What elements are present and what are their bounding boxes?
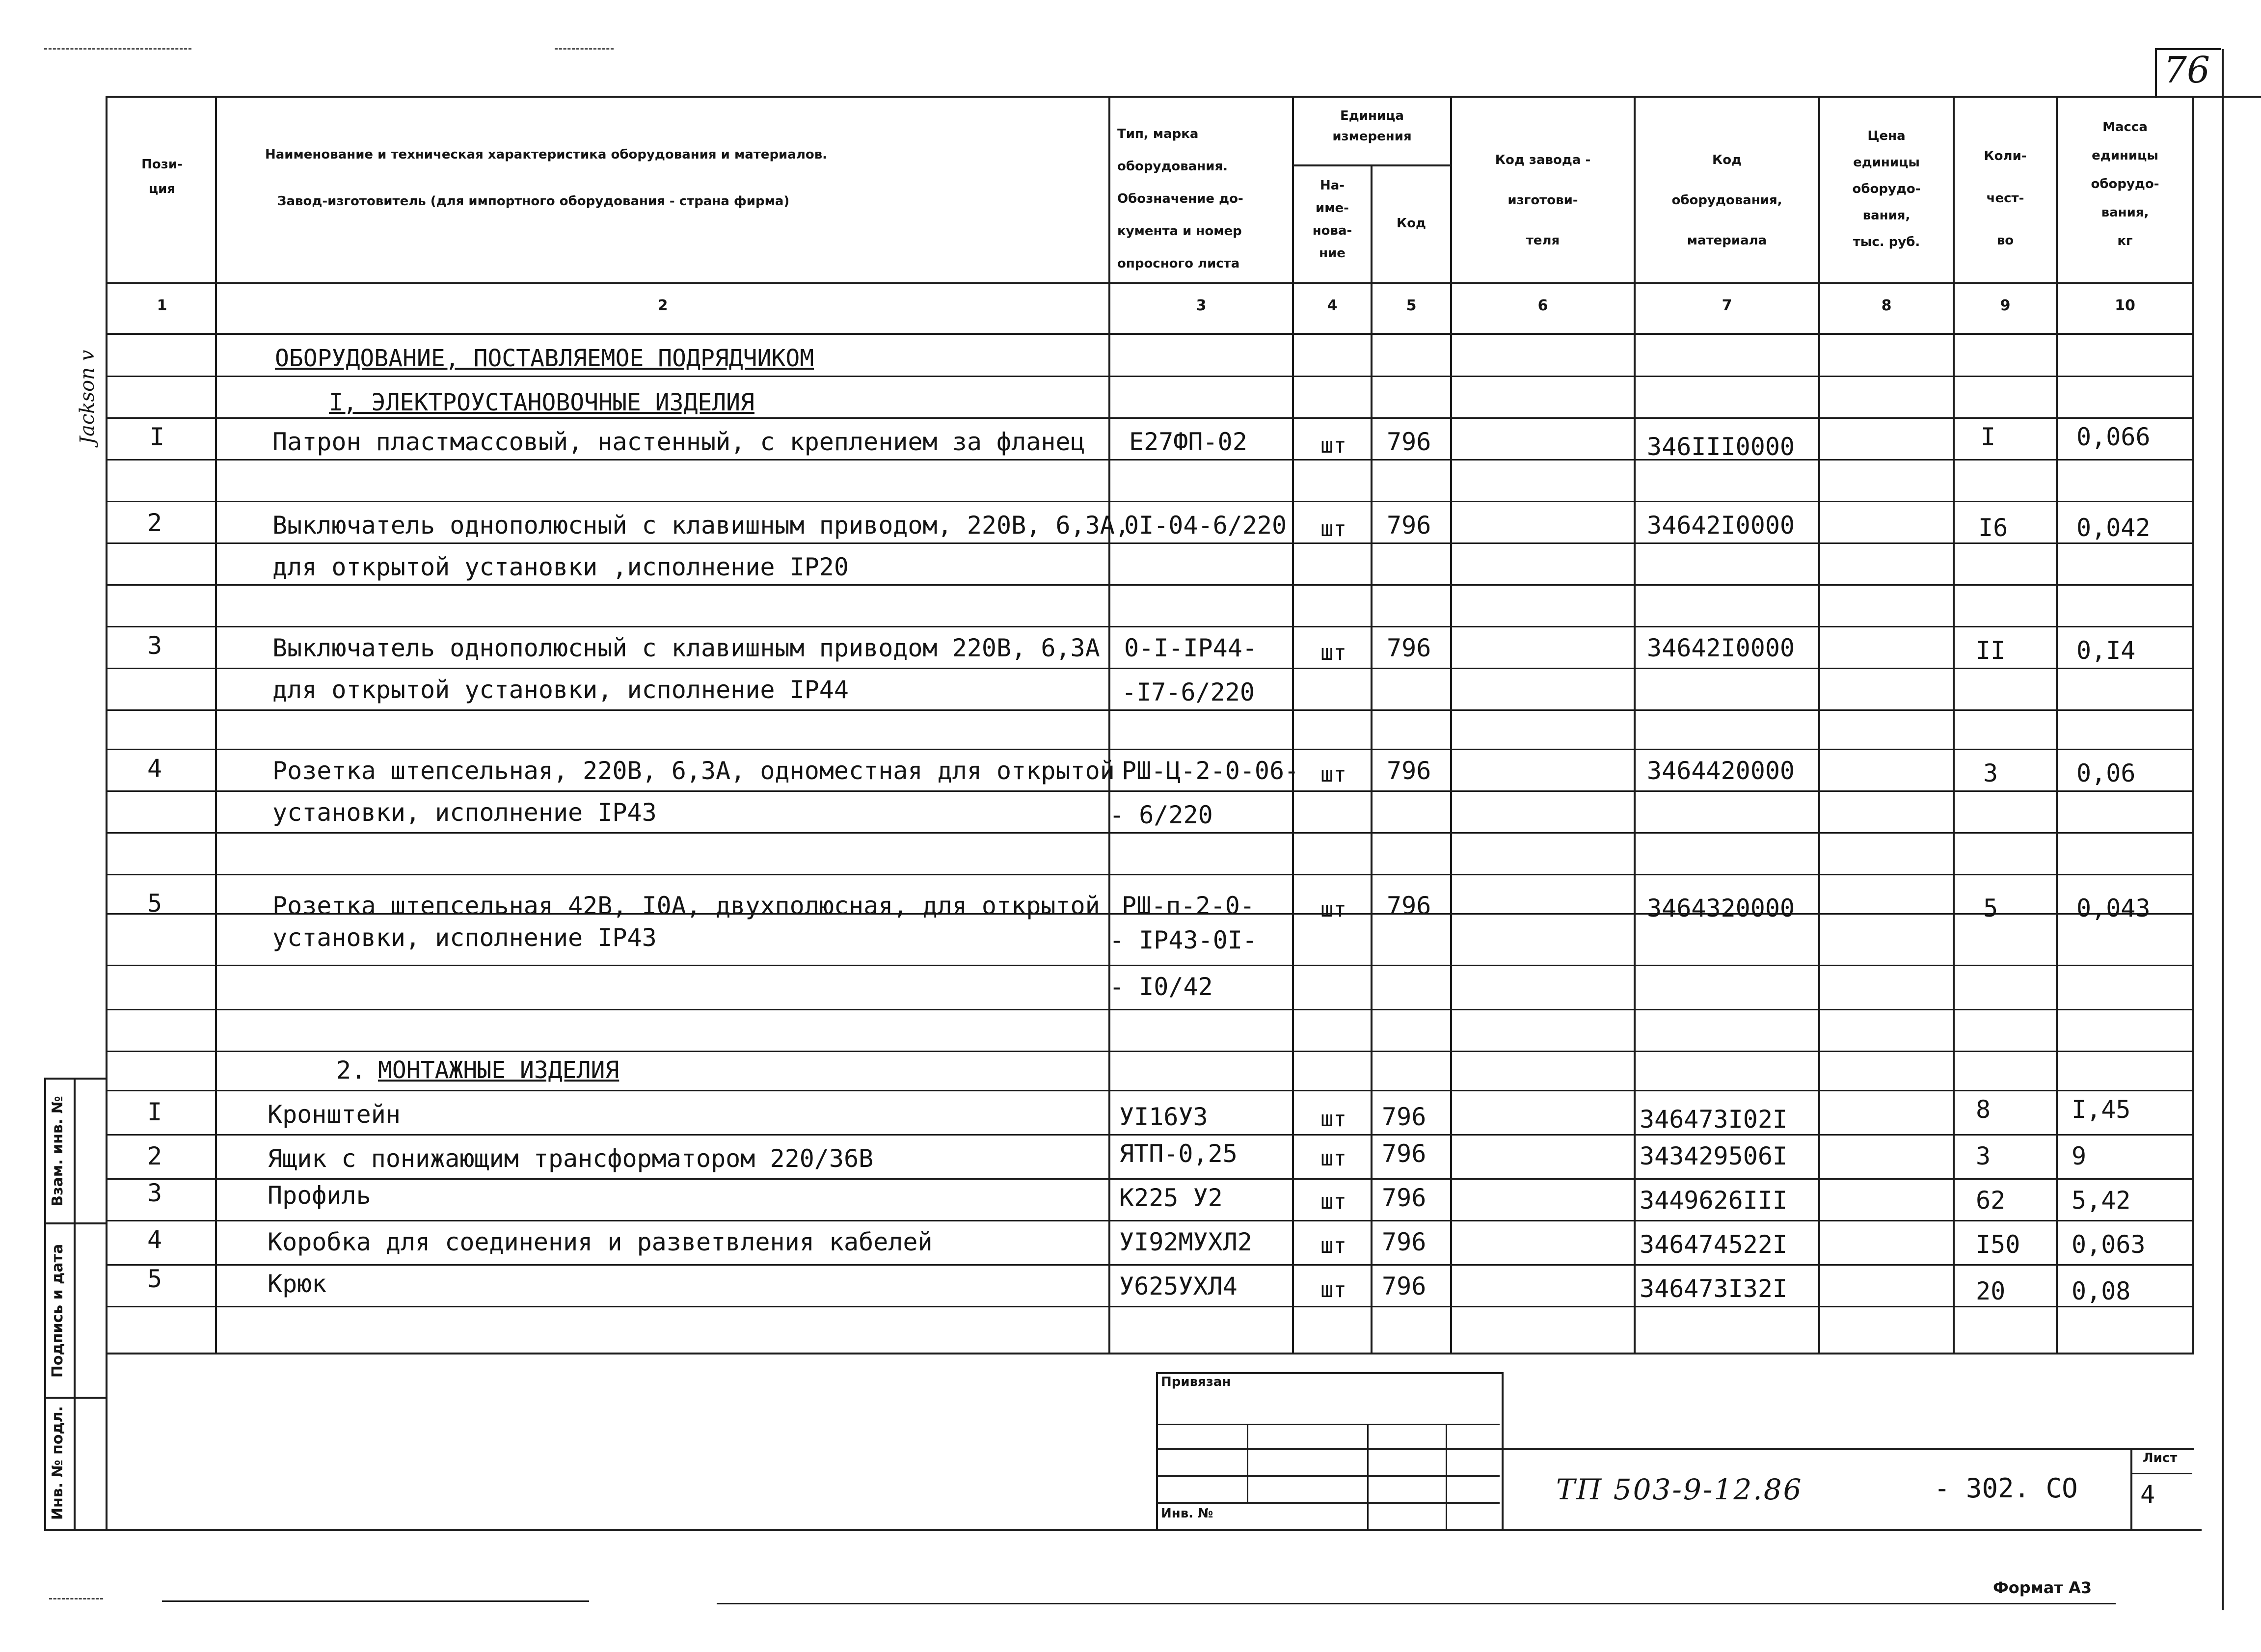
col-number: 8: [1881, 297, 1892, 314]
col-number: 7: [1722, 297, 1732, 314]
col-number: 6: [1537, 297, 1548, 314]
header-subline: [1292, 164, 1450, 166]
row1-code: 346III0000: [1647, 433, 1795, 461]
row3-type-line2: -I7-6/220: [1122, 678, 1255, 706]
top-scan-mark: [44, 48, 191, 50]
row3-mass: 0,I4: [2076, 636, 2136, 665]
row4-name-line2: установки, исполнение IP43: [272, 798, 657, 827]
swap-inv-label: Взам. инв. №: [49, 1096, 66, 1207]
doc-suffix: - 302. СО: [1934, 1473, 2078, 1504]
row1-unit: шт: [1320, 433, 1346, 458]
mount-row5-mass: 0,08: [2072, 1277, 2131, 1305]
left-strip-line: [44, 1078, 106, 1080]
mount-row2-type: ЯТП-0,25: [1119, 1139, 1238, 1168]
mount-row3-unit: шт: [1320, 1189, 1346, 1214]
row1-name: Патрон пластмассовый, настенный, с креплением за фланец: [272, 428, 1085, 456]
col-line: [1634, 96, 1636, 1353]
bottom-scan-mark: [49, 1598, 103, 1599]
mount-row4-code: 346474522I: [1640, 1230, 1788, 1259]
mount-row1-qty: 8: [1976, 1095, 1991, 1124]
sheet-value: 4: [2140, 1480, 2155, 1509]
mount-row3-code: 3449626III: [1640, 1186, 1788, 1215]
col-line: [2192, 96, 2194, 1353]
title-block-top: [1500, 1448, 2194, 1450]
stamp-line: [1156, 1424, 1500, 1425]
row3-unit: шт: [1320, 640, 1346, 665]
header-qty: Коли- чест- во: [1984, 149, 2027, 248]
left-strip-line: [44, 1222, 106, 1224]
row-line: [106, 542, 2194, 544]
mount-row2-code: 343429506I: [1640, 1142, 1788, 1170]
frame-top: [106, 96, 2261, 98]
mount-row1-name: Кронштейн: [268, 1100, 401, 1129]
row-line: [106, 709, 2194, 711]
col-number: 9: [2000, 297, 2011, 314]
row1-qty: I: [1981, 423, 1996, 451]
mount-row2-unit-code: 796: [1382, 1139, 1427, 1168]
header-pos: Пози- ция: [141, 157, 183, 196]
row3-unit-code: 796: [1387, 634, 1431, 662]
stamp-col: [1367, 1424, 1369, 1529]
row5-name-line1: Розетка штепсельная 42В, I0А, двухполюсная, для открытой: [272, 892, 1100, 920]
row-line: [106, 874, 2194, 875]
frame-right: [2222, 49, 2224, 1610]
mount-row1-unit-code: 796: [1382, 1103, 1427, 1131]
mount-row3-unit-code: 796: [1382, 1184, 1427, 1212]
row-line: [106, 1009, 2194, 1010]
col-line: [215, 96, 217, 1353]
row2-mass: 0,042: [2076, 514, 2151, 542]
col-line: [2056, 96, 2058, 1353]
mount-row1-mass: I,45: [2072, 1095, 2131, 1124]
row3-qty: II: [1976, 636, 2006, 665]
row2-type: 0I-04-6/220: [1124, 511, 1287, 540]
row5-type-line3: - I0/42: [1109, 973, 1213, 1001]
row1-unit-code: 796: [1387, 428, 1431, 456]
row1-mass: 0,066: [2076, 423, 2151, 451]
col-line: [1371, 164, 1373, 1353]
inv-orig-label: Инв. № подл.: [49, 1406, 66, 1520]
stamp-line: [1156, 1502, 1500, 1504]
row5-type-line1: РШ-п-2-0-: [1122, 892, 1255, 920]
header-name-line1: Наименование и техническая характеристика оборудования и материалов.: [265, 147, 828, 162]
section-title: ОБОРУДОВАНИЕ, ПОСТАВЛЯЕМОЕ ПОДРЯДЧИКОМ: [275, 345, 814, 372]
row-line: [106, 790, 2194, 792]
mount-row2-qty: 3: [1976, 1142, 1991, 1170]
row3-type-line1: 0-I-IP44-: [1124, 634, 1257, 662]
left-strip-divider: [74, 1078, 76, 1529]
row4-name-line1: Розетка штепсельная, 220В, 6,3А, одноместная для открытой: [272, 757, 1115, 785]
sheet-label: Лист: [2143, 1451, 2178, 1465]
mount-row4-pos: 4: [147, 1225, 162, 1254]
col-number: 2: [657, 297, 668, 314]
bottom-scan-mark: [162, 1600, 589, 1602]
header-bottom-line: [106, 282, 2194, 284]
mount-row2-pos: 2: [147, 1142, 162, 1170]
mount-row5-qty: 20: [1976, 1277, 2006, 1305]
header-mass: Масса единицы оборудо- вания, кг: [2091, 120, 2159, 248]
format-label: Формат А3: [1993, 1578, 2092, 1597]
stamp-col: [1247, 1424, 1248, 1502]
row4-type-line1: РШ-Ц-2-0-06-: [1122, 757, 1299, 785]
row-line: [106, 417, 2194, 419]
row3-name-line1: Выключатель однополюсный с клавишным приводом 220В, 6,3А: [272, 634, 1100, 662]
header-type: Тип, марка оборудования. Обозначение до- кумента и номер опросного листа: [1117, 127, 1243, 271]
col-numbers-bottom-line: [106, 333, 2194, 335]
mount-row3-qty: 62: [1976, 1186, 2006, 1215]
row-line: [106, 501, 2194, 502]
header-unit-code: Код: [1396, 216, 1427, 231]
row5-name-line2: установки, исполнение IP43: [272, 923, 657, 952]
section1-title: I, ЭЛЕКТРОУСТАНОВОЧНЫЕ ИЗДЕЛИЯ: [329, 389, 754, 416]
mount-row5-unit-code: 796: [1382, 1272, 1427, 1300]
left-strip-line: [44, 1397, 106, 1399]
bottom-scan-mark: [717, 1603, 2116, 1604]
section2-num: 2.: [336, 1056, 366, 1084]
sheet-box-line: [2130, 1473, 2192, 1474]
mount-row5-pos: 5: [147, 1265, 162, 1293]
col-line: [1292, 96, 1294, 1353]
row4-unit: шт: [1320, 762, 1346, 787]
doc-code: ТП 503-9-12.86: [1556, 1473, 1803, 1506]
row2-name-line2: для открытой установки ,исполнение IP20: [272, 553, 849, 581]
mount-row2-mass: 9: [2072, 1142, 2087, 1170]
col-line: [1953, 96, 1955, 1353]
row3-pos: 3: [147, 631, 162, 660]
mount-row4-unit-code: 796: [1382, 1228, 1427, 1256]
row2-qty: I6: [1978, 514, 2008, 542]
top-scan-mark: [555, 48, 614, 50]
mount-row1-unit: шт: [1320, 1107, 1346, 1132]
mount-row3-mass: 5,42: [2072, 1186, 2131, 1215]
mount-row3-name: Профиль: [268, 1181, 371, 1210]
header-maker-code: Код завода - изготови- теля: [1495, 153, 1591, 248]
row2-code: 34642I0000: [1647, 511, 1795, 540]
frame-bottom: [44, 1529, 2202, 1531]
mount-row4-unit: шт: [1320, 1233, 1346, 1258]
stamp-col: [1446, 1424, 1447, 1529]
row2-pos: 2: [147, 509, 162, 537]
row-line: [106, 749, 2194, 750]
mount-row1-pos: I: [147, 1098, 162, 1126]
section2-title: МОНТАЖНЫЕ ИЗДЕЛИЯ: [378, 1056, 619, 1084]
row4-code: 3464420000: [1647, 757, 1795, 785]
mount-row3-type: К225 У2: [1119, 1184, 1223, 1212]
header-unit-name: На- име- нова- ние: [1312, 178, 1352, 261]
stamp-line: [1156, 1475, 1500, 1477]
row2-unit-code: 796: [1387, 511, 1431, 540]
row-line: [106, 1264, 2194, 1266]
row-line: [106, 1051, 2194, 1052]
mount-row4-qty: I50: [1976, 1230, 2020, 1259]
row4-qty: 3: [1983, 759, 1998, 787]
mount-row4-type: УI92МУХЛ2: [1119, 1228, 1252, 1256]
mount-row4-name: Коробка для соединения и разветвления кабелей: [268, 1228, 933, 1256]
col-number: 10: [2115, 297, 2135, 314]
row5-qty: 5: [1983, 894, 1998, 922]
row-line: [106, 459, 2194, 460]
mount-row2-name: Ящик с понижающим трансформатором 220/36В: [268, 1144, 874, 1173]
mount-row5-code: 346473I32I: [1640, 1274, 1788, 1303]
row-line: [106, 1090, 2194, 1091]
col-number: 5: [1406, 297, 1417, 314]
col-line: [1450, 96, 1452, 1353]
row4-unit-code: 796: [1387, 757, 1431, 785]
col-line: [1108, 96, 1110, 1353]
mount-row2-unit: шт: [1320, 1146, 1346, 1171]
mount-row5-unit: шт: [1320, 1277, 1346, 1302]
side-note: Jackson v: [76, 350, 99, 444]
row-line: [106, 626, 2194, 627]
col-number: 4: [1327, 297, 1338, 314]
row5-pos: 5: [147, 889, 162, 918]
row1-pos: I: [150, 423, 165, 451]
mount-row5-name: Крюк: [268, 1270, 327, 1298]
stamp-line: [1156, 1448, 1500, 1450]
row5-code: 3464320000: [1647, 894, 1795, 922]
col-number: 3: [1196, 297, 1207, 314]
row-line: [106, 1306, 2194, 1307]
row5-unit: шт: [1320, 897, 1346, 922]
header-equip-code: Код оборудования, материала: [1671, 153, 1782, 248]
mount-row3-pos: 3: [147, 1179, 162, 1207]
mount-row1-type: УI16У3: [1119, 1103, 1208, 1131]
mount-row1-code: 346473I02I: [1640, 1105, 1788, 1134]
stamp-linked-label: Привязан: [1161, 1375, 1231, 1389]
row2-unit: шт: [1320, 516, 1346, 542]
mount-row4-mass: 0,063: [2072, 1230, 2146, 1259]
header-name-line2: Завод-изготовитель (для импортного оборудования - страна фирма): [277, 194, 790, 209]
stamp-inv-label: Инв. №: [1161, 1506, 1213, 1521]
col-line: [1818, 96, 1820, 1353]
row-line: [106, 668, 2194, 669]
row5-unit-code: 796: [1387, 892, 1431, 920]
row-line: [106, 1178, 2194, 1180]
row2-name-line1: Выключатель однополюсный с клавишным приводом, 220В, 6,3А,: [272, 511, 1130, 540]
sign-date-label: Подпись и дата: [49, 1244, 66, 1378]
table-bottom-line: [106, 1353, 2194, 1354]
row3-name-line2: для открытой установки, исполнение IP44: [272, 676, 849, 704]
row-line: [106, 584, 2194, 586]
row-line: [106, 1220, 2194, 1221]
header-price: Цена единицы оборудо- вания, тыс. руб.: [1852, 129, 1921, 249]
row-line: [106, 832, 2194, 834]
row1-type: Е27ФП-02: [1129, 428, 1247, 456]
col-number: 1: [157, 297, 167, 314]
row4-mass: 0,06: [2076, 759, 2136, 787]
row3-code: 34642I0000: [1647, 634, 1795, 662]
row5-type-line2: - IP43-0I-: [1109, 926, 1258, 954]
row4-pos: 4: [147, 754, 162, 783]
mount-row5-type: У625УХЛ4: [1119, 1272, 1238, 1300]
row4-type-line2: - 6/220: [1109, 801, 1213, 829]
row-line: [106, 376, 2194, 377]
sheet-corner-number: 76: [2163, 49, 2210, 91]
row-line: [106, 965, 2194, 966]
row5-mass: 0,043: [2076, 894, 2151, 922]
header-unit: Единица измерения: [1332, 108, 1412, 144]
row-line: [106, 1134, 2194, 1136]
